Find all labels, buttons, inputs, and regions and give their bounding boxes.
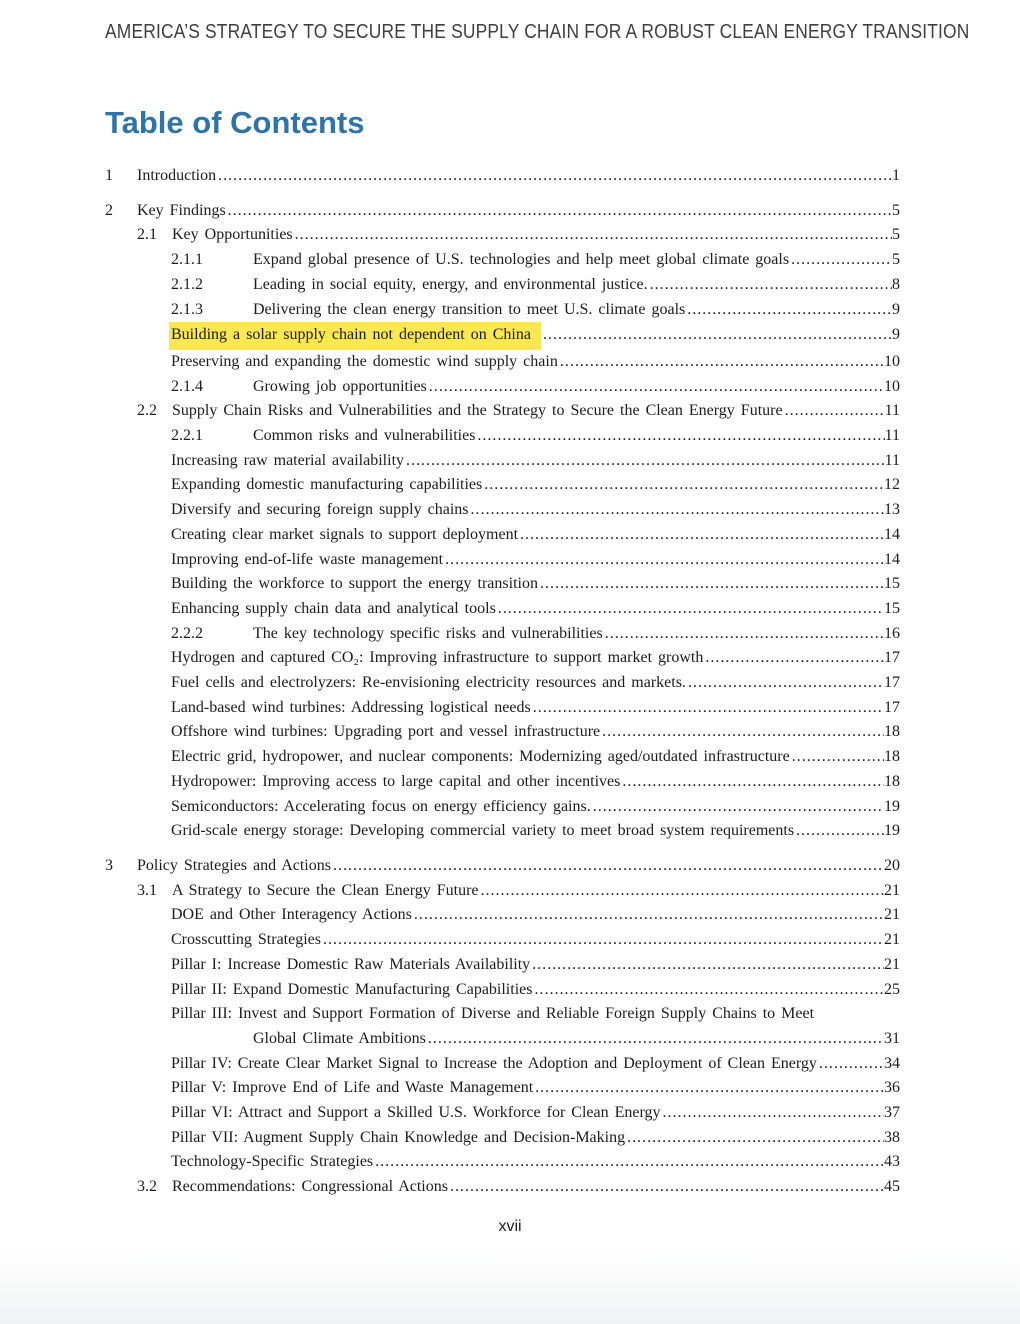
dot-leader [650, 273, 892, 298]
toc-entry-label: Pillar V: Improve End of Life and Waste Management [171, 1079, 534, 1097]
toc-entry-label: Technology-Specific Strategies [171, 1153, 374, 1171]
toc-entry-label: Hydrogen and captured CO₂: Improving infrastructure to support market growth [171, 649, 704, 667]
toc-entry-label-highlighted: Building a solar supply chain not dependent on China [169, 322, 541, 350]
toc-entry-page: 45 [884, 1178, 900, 1196]
dot-leader [593, 795, 884, 820]
toc-entry-label: Supply Chain Risks and Vulnerabilities and the Strategy to Secure the Clean Energy Future [172, 402, 783, 420]
toc-entry-page: 9 [892, 300, 900, 318]
toc-entry[interactable] [105, 745, 900, 770]
toc-entry[interactable] [105, 819, 900, 844]
dot-leader [450, 1175, 884, 1200]
toc-entry-label: Delivering the clean energy transition to meet U.S. climate goals [253, 300, 686, 318]
toc-entry-number: 2.1.4 [171, 377, 203, 395]
toc-entry[interactable] [105, 523, 900, 548]
toc-entry-number: 2.2 [137, 402, 157, 420]
toc-list [105, 164, 900, 1200]
dot-leader [484, 473, 884, 498]
dot-leader [375, 1150, 884, 1175]
toc-entry-page: 19 [884, 797, 900, 815]
toc-entry-label: Pillar I: Increase Domestic Raw Materials Availability [171, 955, 531, 973]
toc-entry-page: 8 [892, 275, 900, 293]
toc-entry[interactable] [105, 854, 900, 879]
toc-entry[interactable] [105, 696, 900, 721]
toc-entry-label: DOE and Other Interagency Actions [171, 906, 412, 924]
dot-leader [477, 424, 884, 449]
toc-entry-page: 43 [884, 1153, 900, 1171]
toc-entry-page: 14 [884, 525, 900, 543]
toc-entry-label: Recommendations: Congressional Actions [172, 1178, 448, 1196]
toc-entry-page: 18 [884, 748, 900, 766]
toc-entry-page: 17 [884, 649, 900, 667]
dot-leader [543, 323, 892, 348]
toc-entry-label: Pillar II: Expand Domestic Manufacturing Capabilities [171, 980, 533, 998]
toc-entry-label: Land-based wind turbines: Addressing logistical needs [171, 698, 531, 716]
page-number-footer: xvii [498, 1218, 522, 1235]
toc-entry[interactable] [105, 1027, 900, 1052]
dot-leader [791, 248, 892, 273]
dot-leader [414, 903, 884, 928]
toc-entry[interactable] [105, 646, 900, 671]
toc-entry-page: 11 [884, 402, 900, 420]
toc-entry[interactable] [105, 1052, 900, 1077]
toc-entry-page: 18 [884, 772, 900, 790]
toc-entry-label: Key Findings [137, 201, 226, 219]
toc-entry-label: Fuel cells and electrolyzers: Re-envisioning electricity resources and markets. [171, 674, 686, 692]
dot-leader [792, 745, 884, 770]
dot-leader [445, 548, 884, 573]
toc-entry-page: 11 [884, 451, 900, 469]
dot-leader [540, 572, 884, 597]
toc-entry-number: 1 [105, 167, 113, 184]
toc-entry-page: 13 [884, 501, 900, 519]
toc-entry-label: Global Climate Ambitions [253, 1029, 426, 1047]
dot-leader [819, 1052, 884, 1077]
toc-entry[interactable] [105, 375, 900, 400]
toc-entry-label: The key technology specific risks and vulnerabilities [253, 624, 603, 642]
toc-entry[interactable] [105, 1076, 900, 1101]
toc-entry-page: 20 [884, 856, 900, 874]
toc-entry[interactable] [105, 548, 900, 573]
toc-entry-number: 2.1.2 [171, 275, 203, 293]
toc-entry-page: 21 [884, 881, 900, 899]
toc-entry[interactable] [105, 273, 900, 298]
toc-heading: Table of Contents [105, 105, 365, 140]
toc-entry-label: Pillar III: Invest and Support Formation of Diverse and Reliable Foreign Supply Chains to Meet [171, 1005, 815, 1023]
dot-leader [333, 854, 884, 879]
dot-leader [406, 449, 885, 474]
dot-leader [602, 720, 884, 745]
toc-entry[interactable] [105, 1126, 900, 1151]
toc-entry-number: 3.1 [137, 881, 157, 899]
toc-entry-label: Offshore wind turbines: Upgrading port and vessel infrastructure [171, 723, 601, 741]
toc-entry-page: 38 [884, 1128, 900, 1146]
dot-leader [470, 498, 884, 523]
toc-entry-label: Leading in social equity, energy, and environmental justice. [253, 275, 648, 293]
toc-entry[interactable] [105, 622, 900, 647]
toc-entry-label: Creating clear market signals to support deployment [171, 525, 519, 543]
toc-entry-page: 5 [892, 251, 900, 269]
dot-leader [520, 523, 884, 548]
toc-entry[interactable] [105, 164, 900, 189]
toc-entry[interactable] [105, 1002, 900, 1027]
toc-entry-page: 15 [884, 575, 900, 593]
toc-entry[interactable] [105, 597, 900, 622]
dot-leader [535, 1076, 884, 1101]
toc-entry[interactable] [105, 298, 900, 323]
toc-entry[interactable] [105, 399, 900, 424]
toc-entry-label: Pillar IV: Create Clear Market Signal to Increase the Adoption and Deployment of Clean Energy [171, 1054, 817, 1072]
toc-entry-number: 2.1.1 [171, 251, 203, 269]
toc-entry-number: 2.1 [137, 226, 157, 244]
dot-leader [481, 879, 884, 904]
dot-leader [218, 164, 892, 189]
toc-entry-label: Increasing raw material availability [171, 451, 405, 469]
toc-entry-label: Pillar VI: Attract and Support a Skilled U.S. Workforce for Clean Energy [171, 1104, 661, 1122]
dot-leader [228, 199, 892, 224]
running-header [105, 21, 970, 44]
toc-entry-label: Expanding domestic manufacturing capabilities [171, 476, 483, 494]
toc-entry[interactable] [105, 498, 900, 523]
toc-entry-label: A Strategy to Secure the Clean Energy Future [172, 881, 479, 899]
toc-entry-page: 5 [892, 226, 900, 244]
dot-leader [687, 298, 892, 323]
toc-entry[interactable] [105, 671, 900, 696]
toc-entry-page: 31 [884, 1029, 900, 1047]
toc-entry-page: 1 [892, 167, 900, 184]
toc-entry-page: 9 [892, 326, 900, 344]
toc-entry[interactable] [105, 795, 900, 820]
toc-entry-label: Common risks and vulnerabilities [253, 427, 476, 445]
toc-entry-page: 18 [884, 723, 900, 741]
toc-entry-page: 10 [884, 352, 900, 370]
toc-entry-page: 21 [884, 906, 900, 924]
dot-leader [532, 953, 884, 978]
dot-leader [627, 1126, 884, 1151]
toc-entry-label: Electric grid, hydropower, and nuclear components: Modernizing aged/outdated infrastructure [171, 748, 790, 766]
toc-entry-page: 17 [884, 674, 900, 692]
dot-leader [428, 1027, 884, 1052]
toc-entry-label: Pillar VII: Augment Supply Chain Knowledge and Decision-Making [171, 1128, 626, 1146]
toc-entry-page: 12 [884, 476, 900, 494]
dot-leader [688, 671, 884, 696]
toc-entry-number: 2.2.1 [171, 427, 203, 445]
toc-entry-page: 36 [884, 1079, 900, 1097]
toc-entry-label: Growing job opportunities [253, 377, 427, 395]
dot-leader [534, 978, 884, 1003]
toc-entry-page: 15 [884, 599, 900, 617]
toc-entry[interactable] [105, 928, 900, 953]
toc-entry-page: 10 [884, 377, 900, 395]
toc-entry-number: 2.1.3 [171, 300, 203, 318]
toc-entry[interactable] [105, 1175, 900, 1200]
dot-leader [560, 350, 884, 375]
toc-entry-page: 11 [884, 427, 900, 445]
toc-entry[interactable] [105, 770, 900, 795]
toc-entry[interactable] [105, 473, 900, 498]
toc-entry-page: 14 [884, 550, 900, 568]
toc-entry-page: 19 [884, 822, 900, 840]
dot-leader [663, 1101, 884, 1126]
toc-entry[interactable] [105, 879, 900, 904]
toc-entry-label: Policy Strategies and Actions [137, 856, 331, 874]
running-header-text: AMERICA’S STRATEGY TO SECURE THE SUPPLY CHAIN FOR A ROBUST CLEAN ENERGY TRANSITION [105, 21, 970, 43]
toc-entry[interactable] [105, 424, 900, 449]
toc-entry-page: 21 [884, 955, 900, 973]
toc-entry-label: Building the workforce to support the energy transition [171, 575, 538, 593]
dot-leader [785, 399, 885, 424]
toc-entry-label: Expand global presence of U.S. technologies and help meet global climate goals [253, 251, 790, 269]
toc-entry[interactable] [105, 978, 900, 1003]
toc-entry-label: Preserving and expanding the domestic wind supply chain [171, 352, 558, 370]
dot-leader [796, 819, 884, 844]
toc-entry-label: Grid-scale energy storage: Developing commercial variety to meet broad system requirements [171, 822, 795, 840]
toc-entry[interactable] [105, 248, 900, 273]
dot-leader [622, 770, 884, 795]
dot-leader [295, 223, 892, 248]
toc-entry[interactable] [105, 1101, 900, 1126]
toc-entry[interactable] [105, 953, 900, 978]
toc-entry[interactable] [105, 903, 900, 928]
toc-entry-label: Improving end-of-life waste management [171, 550, 444, 568]
toc-entry-label: Introduction [137, 167, 217, 184]
toc-entry[interactable] [105, 322, 900, 350]
dot-leader [533, 696, 884, 721]
toc-entry-label: Enhancing supply chain data and analytical tools [171, 599, 496, 617]
dot-leader [498, 597, 884, 622]
toc-entry[interactable] [105, 572, 900, 597]
toc-entry-page: 5 [892, 201, 900, 219]
toc-entry[interactable] [105, 720, 900, 745]
bottom-gradient [0, 1250, 1020, 1324]
toc-entry-page: 17 [884, 698, 900, 716]
toc-entry-page: 21 [884, 931, 900, 949]
toc-entry-label: Semiconductors: Accelerating focus on energy efficiency gains. [171, 797, 591, 815]
toc-entry-label: Hydropower: Improving access to large capital and other incentives [171, 772, 621, 790]
toc-entry-page: 37 [884, 1104, 900, 1122]
dot-leader [323, 928, 884, 953]
toc-entry-page: 34 [884, 1054, 900, 1072]
toc-entry-page: 16 [884, 624, 900, 642]
toc-entry-number: 2 [105, 201, 113, 219]
toc-entry[interactable] [105, 199, 900, 224]
toc-entry-number: 2.2.2 [171, 624, 203, 642]
toc-entry-label: Key Opportunities [172, 226, 293, 244]
toc-entry-label: Diversify and securing foreign supply chains [171, 501, 469, 519]
toc-entry[interactable] [105, 223, 900, 248]
toc-entry[interactable] [105, 1150, 900, 1175]
toc-entry[interactable] [105, 350, 900, 375]
toc-entry-page: 25 [884, 980, 900, 998]
dot-leader [605, 622, 884, 647]
toc-entry[interactable] [105, 449, 900, 474]
toc-entry-number: 3.2 [137, 1178, 157, 1196]
dot-leader [705, 646, 884, 671]
dot-leader [429, 375, 884, 400]
toc-entry-number: 3 [105, 856, 113, 874]
toc-entry-label: Crosscutting Strategies [171, 931, 321, 949]
